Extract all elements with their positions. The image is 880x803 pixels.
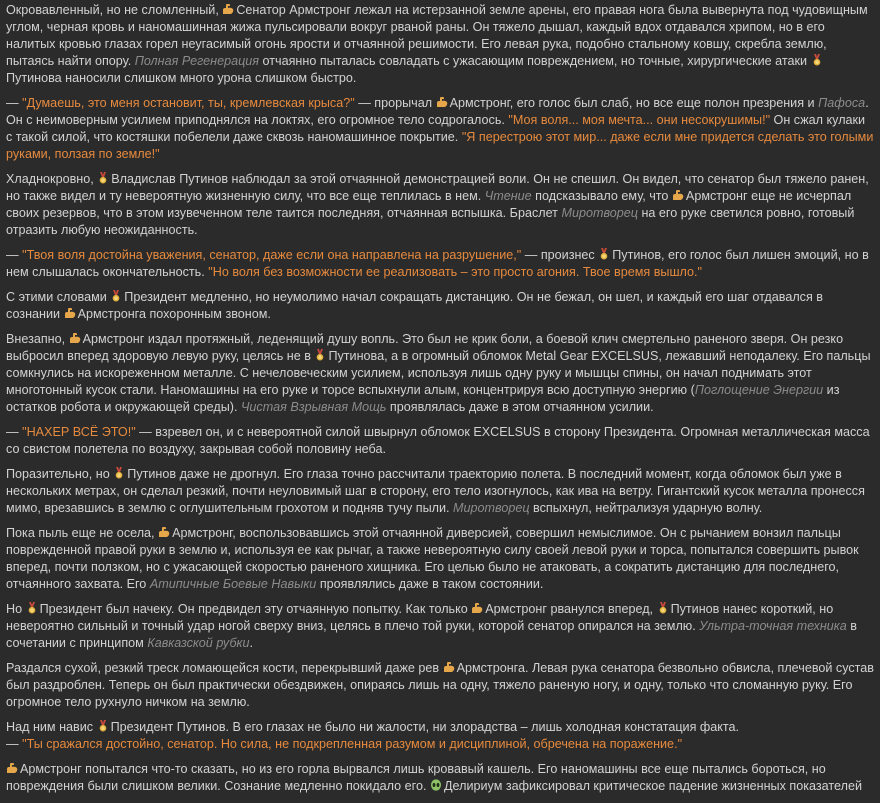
story-paragraph — [6, 761, 874, 795]
narration-text: С этими словами — [6, 290, 111, 304]
narration-text: подсказывало ему, что — [531, 189, 672, 203]
ability-term: Миротворец — [561, 206, 638, 220]
narration-text: Президент Путинов. В его глазах не было ни жалости, ни злорадства – лишь холодная констатация факта. — [110, 720, 740, 734]
narration-text: Раздался сухой, резкий треск ломающейся кости, перекрывший даже рев — [6, 661, 443, 675]
flexed-biceps-icon — [436, 96, 448, 108]
narration-text: — — [6, 737, 23, 751]
narration-text: — произнес — [521, 248, 599, 262]
narration-text: — — [6, 425, 23, 439]
narration-text: Пока пыль еще не осела, — [6, 526, 159, 540]
flexed-biceps-icon — [158, 526, 170, 538]
narration-text: из остатков робота и окружающей среды). — [6, 383, 840, 414]
flexed-biceps-icon — [222, 3, 234, 15]
narration-text: Но — [6, 602, 26, 616]
narration-text: . Он с неимоверным усилием приподнялся на локтях, его огромное тело содрогалось. — [6, 96, 869, 127]
narration-text: отчаянно пыталась совладать с ужасающим повреждением, но точные, хирургические атаки — [259, 54, 811, 68]
flexed-biceps-icon — [6, 762, 18, 774]
narration-text: — — [6, 248, 23, 262]
medal-icon — [26, 602, 38, 614]
flexed-biceps-icon — [471, 602, 483, 614]
narration-text: . — [249, 636, 254, 650]
narration-text: Делириум зафиксировал критическое падение жизненных показателей — [444, 779, 862, 793]
narration-text: Армстронг, его голос был слаб, но все еще полон презрения и — [449, 96, 819, 110]
narration-text: проявлялись даже в таком состоянии. — [316, 577, 544, 591]
ability-term: Чистая Взрывная Мощь — [240, 400, 387, 414]
story-paragraph — [6, 601, 874, 652]
narration-text: Владислав Путинов наблюдал за этой отчаянной демонстрацией воли. Он не спешил. Он видел, что сенатор был тяжело ранен, но также видел и ту невероятную жизненную силу, что все еще теплилась в нем. — [6, 172, 869, 203]
ability-term: Кавказской рубки — [147, 636, 250, 650]
narration-text: в сочетании с принципом — [6, 619, 857, 650]
flexed-biceps-icon — [672, 189, 684, 201]
story-paragraph — [6, 2, 874, 87]
medal-icon — [97, 172, 109, 184]
story-paragraph — [6, 660, 874, 711]
narration-text: Армстронга. Левая рука сенатора безвольно обвисла, плечевой сустав был раздроблен. Теперь он был практически обездвижен, опираясь лишь на одну, тяжело раненую ногу, и одну, только что сломанную руку. Его огромное тело рухнуло ничком на землю. — [6, 661, 874, 709]
narration-text: Хладнокровно, — [6, 172, 98, 186]
story-paragraph — [6, 719, 874, 753]
narration-text: Армстронг еще не исчерпал своих резервов, что в этом изувеченном теле таится последняя, отчаянная вспышка. Браслет — [6, 189, 852, 220]
narration-text: Путинов, его голос был лишен эмоций, но в нем слышалась окончательность. — [6, 248, 869, 279]
narration-text: Путинова наносили слишком много урона слишком быстро. — [6, 71, 357, 85]
medal-icon — [110, 290, 122, 302]
flexed-biceps-icon — [443, 661, 455, 673]
ability-term: Полная Регенерация — [134, 54, 260, 68]
ability-term: Чтение — [484, 189, 532, 203]
medal-icon — [657, 602, 669, 614]
narration-text: — прорычал — [354, 96, 436, 110]
story-paragraph — [6, 424, 874, 458]
narration-text: проявлялась даже в этом отчаянном усилии. — [386, 400, 654, 414]
narration-text: Путинов даже не дрогнул. Его глаза точно рассчитали траекторию полета. В последний момент, когда обломок был уже в нескольких метрах, он сделал резкий, почти неуловимый шаг в сторону, его тело изогнулось, как ива на ветру. Гигантский кусок металла пронесся мимо, врезавшись в землю с оглушительным грохотом и подняв тучу пыли. — [6, 467, 865, 515]
narration-text: Над ним навис — [6, 720, 97, 734]
narration-text: Армстронг рванулся вперед, — [485, 602, 657, 616]
story-paragraph — [6, 331, 874, 416]
narration-text: Он сжал кулаки с такой силой, что костяшки побелели даже сквозь наномашинное покрытие. — [6, 113, 866, 144]
narration-text: Армстронг попытался что-то сказать, но из его горла вырвался лишь кровавый кашель. Его наномашины все еще пытались бороться, но повреждения были слишком велики. Сознание медленно покидало его. — [6, 762, 826, 793]
narration-text: Окровавленный, но не сломленный, — [6, 3, 223, 17]
narration-text: Поразительно, но — [6, 467, 114, 481]
narration-text: Внезапно, — [6, 332, 69, 346]
ability-term: Миротворец — [453, 501, 530, 515]
story-paragraph — [6, 95, 874, 163]
ability-term: Пафоса — [818, 96, 866, 110]
dialogue-quote: "Думаешь, это меня остановит, ты, кремлевская крыса?" — [22, 96, 355, 110]
medal-icon — [113, 467, 125, 479]
narration-text: Президент был начеку. Он предвидел эту отчаянную попытку. Как только — [39, 602, 472, 616]
ability-term: Ультра-точная техника — [699, 619, 847, 633]
narration-text: — взревел он, и с невероятной силой швырнул обломок EXCELSUS в сторону Президента. Огромная металлическая масса со свистом полетела по воздуху, закрывая собой половину неба. — [6, 425, 870, 456]
story-paragraph — [6, 525, 874, 593]
dialogue-quote: "Ты сражался достойно, сенатор. Но сила, не подкрепленная разумом и дисциплиной, обречена на поражение." — [22, 737, 683, 751]
story-paragraph — [6, 289, 874, 323]
dialogue-quote: "Но воля без возможности ее реализовать – это просто агония. Твое время вышло." — [208, 265, 703, 279]
medal-icon — [97, 720, 109, 732]
medal-icon — [811, 54, 823, 66]
medal-icon — [598, 248, 610, 260]
ability-term: Поглощение Энергии — [694, 383, 824, 397]
dialogue-quote: "Моя воля... моя мечта... они несокрушимы!" — [508, 113, 771, 127]
story-paragraph — [6, 171, 874, 239]
flexed-biceps-icon — [64, 307, 76, 319]
dialogue-quote: "Я перестрою этот мир... даже если мне придется сделать это голыми руками, ползая по земле!" — [6, 130, 874, 161]
narration-text: Сенатор Армстронг лежал на истерзанной земле арены, его правая нога была вывернута под чудовищным углом, черная кровь и наномашинная жижа пульсировали вокруг рваной раны. Он тяжело дышал, каждый вдох отдавался хрипом, но в его налитых кровью глазах горел неугасимый огонь ярости и отчаянной решимости. Его левая рука, подобно стальному ковшу, скребла землю, пытаясь найти опору. — [6, 3, 868, 68]
narration-text: Путинов нанес короткий, но невероятно сильный и точный удар ногой сверху вниз, целясь в плечо той руки, которой сенатор опирался на землю. — [6, 602, 834, 633]
narration-text: Армстронг издал протяжный, леденящий душу вопль. Это был не крик боли, а боевой клич смертельно раненого зверя. Он резко выбросил вперед здоровую левую руку, целясь не в — [6, 332, 844, 363]
narration-text: вспыхнул, нейтрализуя ударную волну. — [529, 501, 763, 515]
narration-text: Президент медленно, но неумолимо начал сокращать дистанцию. Он не бежал, он шел, и каждый его шаг отдавался в сознании — [6, 290, 823, 321]
narration-text: Армстронг, воспользовавшись этой отчаянной диверсией, совершил немыслимое. Он с рычанием вонзил пальцы поврежденной правой руки в землю и, используя ее как рычаг, а также невероятную силу своей левой руки и торса, попытался совершить рывок вперед, почти ползком, но с ужасающей скоростью раненого хищника. Его целью было не атаковать, а сократить дистанцию для последнего, отчаянного захвата. Его — [6, 526, 859, 591]
medal-icon — [314, 349, 326, 361]
narration-text: — — [6, 96, 23, 110]
dialogue-quote: "НАХЕР ВСЁ ЭТО!" — [22, 425, 136, 439]
story-paragraph — [6, 247, 874, 281]
flexed-biceps-icon — [69, 332, 81, 344]
narration-text: Путинова, а в огромный обломок Metal Gear EXCELSUS, лежавший неподалеку. Его пальцы сомкнулись на искореженном металле. С нечеловеческим усилием, используя лишь одну руку и мышцы спины, он начал поднимать этот многотонный кусок стали. Наномашины на его руке и торсе вспыхнули алым, концентрируя всю доступную энергию ( — [6, 349, 871, 397]
alien-icon — [430, 779, 442, 791]
ability-term: Атипичные Боевые Навыки — [149, 577, 317, 591]
story-paragraph — [6, 466, 874, 517]
narration-text: Армстронга похоронным звоном. — [77, 307, 271, 321]
narration-text: на его руке светился ровно, готовый отразить любую неожиданность. — [6, 206, 855, 237]
dialogue-quote: "Твоя воля достойна уважения, сенатор, даже если она направлена на разрушение," — [22, 248, 522, 262]
